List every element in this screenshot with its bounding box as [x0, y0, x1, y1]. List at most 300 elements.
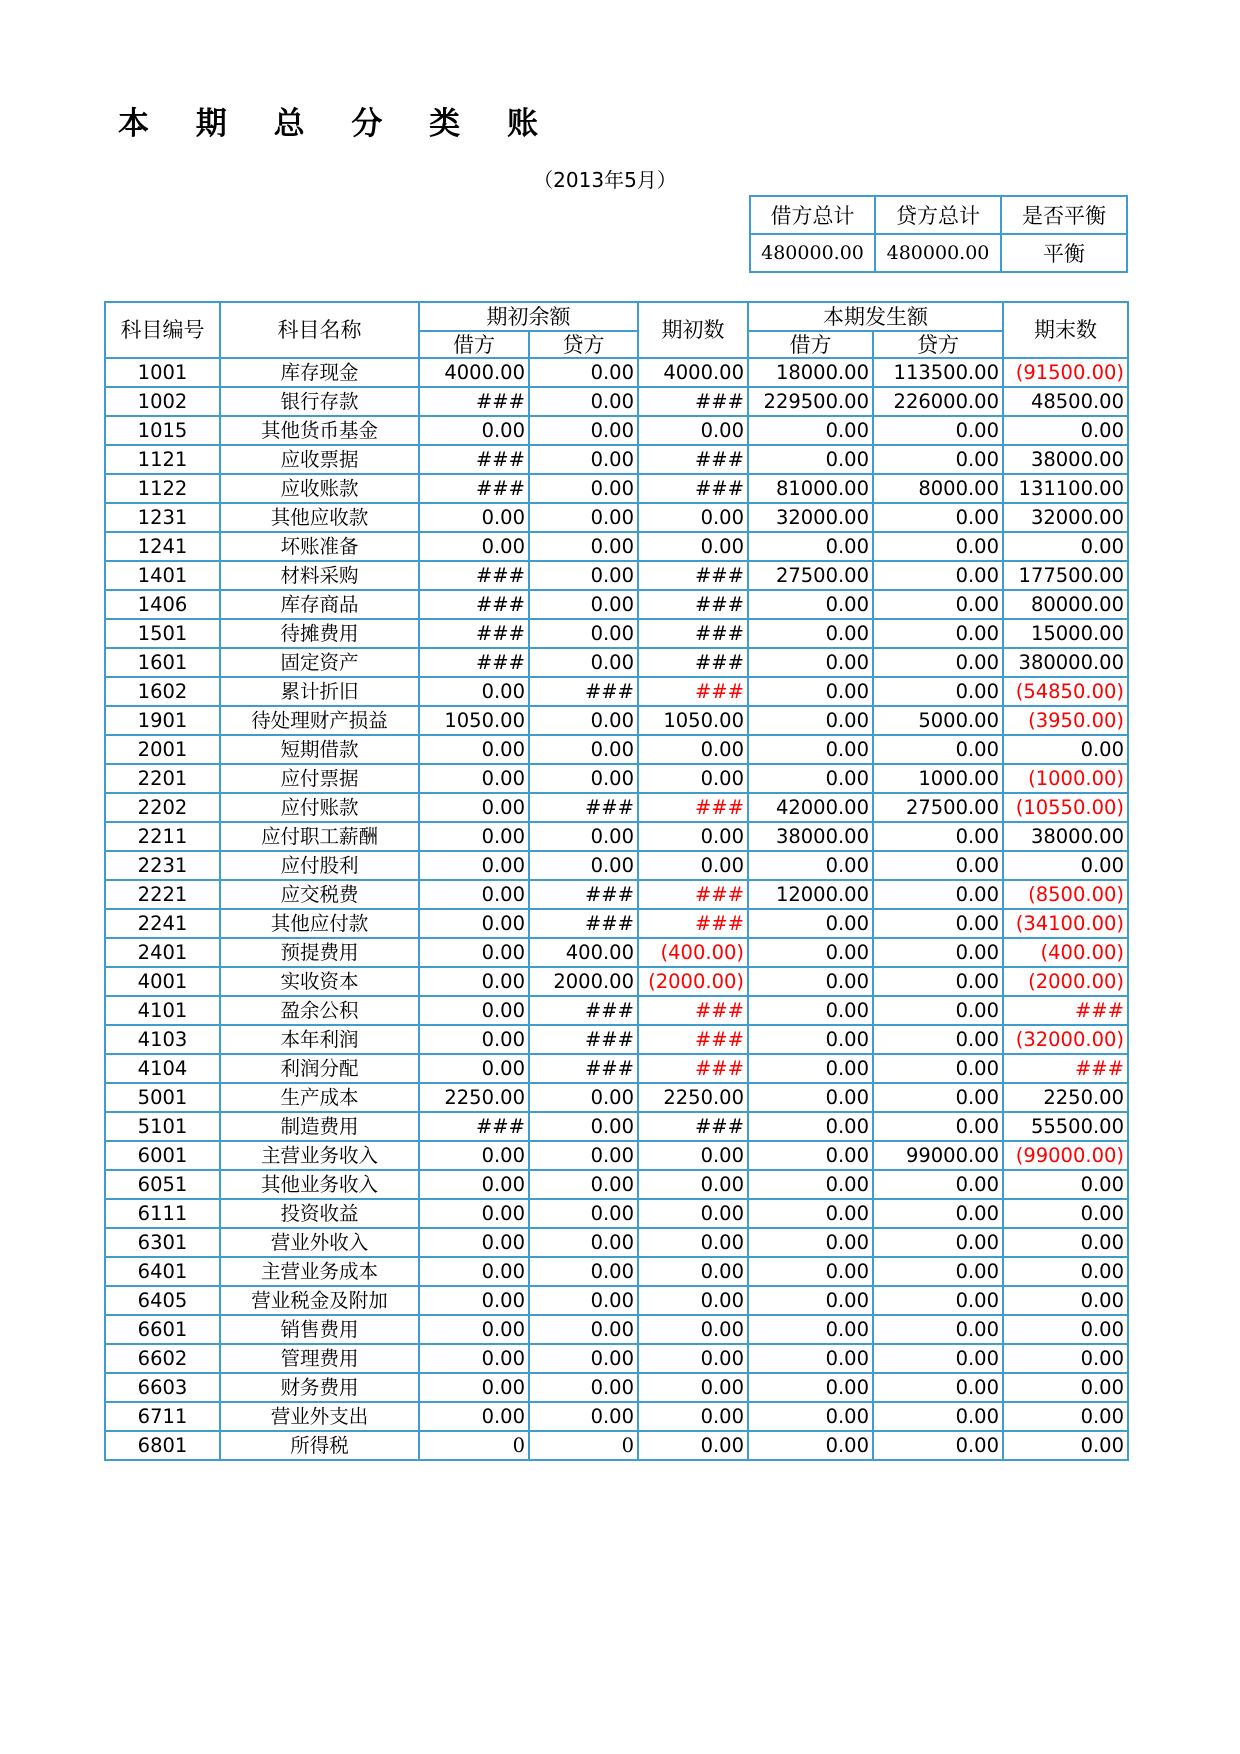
cell-opening-net[interactable]: ### [638, 445, 748, 474]
cell-opening-net[interactable]: ### [638, 677, 748, 706]
cell-ending-balance[interactable]: 38000.00 [1003, 822, 1128, 851]
cell-account-name[interactable]: 主营业务成本 [220, 1257, 419, 1286]
cell-ending-balance[interactable]: 55500.00 [1003, 1112, 1128, 1141]
cell-account-code[interactable]: 2221 [105, 880, 220, 909]
cell-opening-credit[interactable]: 0.00 [529, 735, 638, 764]
cell-ending-balance[interactable]: (34100.00) [1003, 909, 1128, 938]
cell-opening-credit[interactable]: 0.00 [529, 1083, 638, 1112]
cell-account-name[interactable]: 待处理财产损益 [220, 706, 419, 735]
cell-ending-balance[interactable]: ### [1003, 1054, 1128, 1083]
cell-current-debit[interactable]: 0.00 [748, 706, 873, 735]
cell-current-debit[interactable]: 0.00 [748, 445, 873, 474]
cell-ending-balance[interactable]: 15000.00 [1003, 619, 1128, 648]
cell-current-credit[interactable]: 0.00 [873, 1170, 1003, 1199]
cell-current-credit[interactable]: 0.00 [873, 1257, 1003, 1286]
cell-account-code[interactable]: 4104 [105, 1054, 220, 1083]
cell-ending-balance[interactable]: 0.00 [1003, 1228, 1128, 1257]
cell-account-code[interactable]: 1002 [105, 387, 220, 416]
cell-account-code[interactable]: 4103 [105, 1025, 220, 1054]
cell-current-debit[interactable]: 229500.00 [748, 387, 873, 416]
cell-opening-net[interactable]: ### [638, 561, 748, 590]
cell-opening-credit[interactable]: 400.00 [529, 938, 638, 967]
cell-opening-debit[interactable]: 0.00 [419, 851, 529, 880]
cell-opening-credit[interactable]: 0.00 [529, 851, 638, 880]
cell-opening-net[interactable]: 0.00 [638, 1315, 748, 1344]
cell-opening-debit[interactable]: 2250.00 [419, 1083, 529, 1112]
cell-current-debit[interactable]: 42000.00 [748, 793, 873, 822]
cell-ending-balance[interactable]: 0.00 [1003, 735, 1128, 764]
cell-current-debit[interactable]: 0.00 [748, 851, 873, 880]
total-credit-value[interactable]: 480000.00 [875, 234, 1001, 272]
cell-current-credit[interactable]: 0.00 [873, 1344, 1003, 1373]
cell-opening-credit[interactable]: 0 [529, 1431, 638, 1460]
cell-opening-net[interactable]: ### [638, 1112, 748, 1141]
cell-current-credit[interactable]: 113500.00 [873, 358, 1003, 387]
cell-opening-net[interactable]: 0.00 [638, 1431, 748, 1460]
cell-current-debit[interactable]: 0.00 [748, 532, 873, 561]
cell-opening-net[interactable]: 0.00 [638, 1170, 748, 1199]
cell-current-debit[interactable]: 12000.00 [748, 880, 873, 909]
cell-opening-credit[interactable]: 0.00 [529, 1112, 638, 1141]
cell-current-credit[interactable]: 0.00 [873, 1025, 1003, 1054]
cell-account-name[interactable]: 制造费用 [220, 1112, 419, 1141]
cell-opening-net[interactable]: ### [638, 880, 748, 909]
cell-current-credit[interactable]: 0.00 [873, 532, 1003, 561]
cell-opening-net[interactable]: 0.00 [638, 1257, 748, 1286]
cell-current-credit[interactable]: 0.00 [873, 967, 1003, 996]
cell-opening-debit[interactable]: 0.00 [419, 1373, 529, 1402]
cell-current-debit[interactable]: 0.00 [748, 996, 873, 1025]
cell-opening-net[interactable]: 0.00 [638, 416, 748, 445]
cell-account-code[interactable]: 1901 [105, 706, 220, 735]
cell-current-credit[interactable]: 0.00 [873, 445, 1003, 474]
cell-opening-credit[interactable]: 0.00 [529, 474, 638, 503]
cell-account-name[interactable]: 应付票据 [220, 764, 419, 793]
cell-opening-credit[interactable]: 0.00 [529, 503, 638, 532]
cell-opening-debit[interactable]: 0.00 [419, 1402, 529, 1431]
cell-account-code[interactable]: 6401 [105, 1257, 220, 1286]
cell-account-name[interactable]: 营业税金及附加 [220, 1286, 419, 1315]
cell-ending-balance[interactable]: (32000.00) [1003, 1025, 1128, 1054]
cell-current-debit[interactable]: 0.00 [748, 764, 873, 793]
cell-opening-debit[interactable]: 1050.00 [419, 706, 529, 735]
cell-account-name[interactable]: 应收票据 [220, 445, 419, 474]
cell-ending-balance[interactable]: 0.00 [1003, 1373, 1128, 1402]
cell-opening-debit[interactable]: 0.00 [419, 1054, 529, 1083]
cell-current-credit[interactable]: 0.00 [873, 1083, 1003, 1112]
cell-opening-credit[interactable]: 0.00 [529, 1228, 638, 1257]
cell-account-code[interactable]: 1601 [105, 648, 220, 677]
cell-current-debit[interactable]: 0.00 [748, 619, 873, 648]
cell-current-credit[interactable]: 0.00 [873, 1373, 1003, 1402]
cell-current-credit[interactable]: 0.00 [873, 1402, 1003, 1431]
cell-current-debit[interactable]: 0.00 [748, 416, 873, 445]
cell-ending-balance[interactable]: 0.00 [1003, 1170, 1128, 1199]
balanced-value[interactable]: 平衡 [1001, 234, 1127, 272]
cell-opening-credit[interactable]: ### [529, 909, 638, 938]
cell-opening-credit[interactable]: ### [529, 1025, 638, 1054]
cell-current-debit[interactable]: 0.00 [748, 1315, 873, 1344]
cell-current-credit[interactable]: 0.00 [873, 1228, 1003, 1257]
cell-ending-balance[interactable]: 0.00 [1003, 416, 1128, 445]
cell-opening-debit[interactable]: 0.00 [419, 735, 529, 764]
cell-account-code[interactable]: 1501 [105, 619, 220, 648]
cell-current-debit[interactable]: 0.00 [748, 735, 873, 764]
cell-account-name[interactable]: 固定资产 [220, 648, 419, 677]
cell-opening-debit[interactable]: 0.00 [419, 909, 529, 938]
cell-opening-debit[interactable]: 0.00 [419, 996, 529, 1025]
cell-account-name[interactable]: 应付股利 [220, 851, 419, 880]
cell-account-name[interactable]: 投资收益 [220, 1199, 419, 1228]
cell-current-debit[interactable]: 0.00 [748, 1431, 873, 1460]
cell-account-name[interactable]: 营业外支出 [220, 1402, 419, 1431]
cell-current-credit[interactable]: 0.00 [873, 648, 1003, 677]
cell-current-credit[interactable]: 99000.00 [873, 1141, 1003, 1170]
cell-account-name[interactable]: 所得税 [220, 1431, 419, 1460]
cell-opening-debit[interactable]: 0 [419, 1431, 529, 1460]
cell-account-code[interactable]: 2202 [105, 793, 220, 822]
cell-account-code[interactable]: 2231 [105, 851, 220, 880]
cell-account-name[interactable]: 销售费用 [220, 1315, 419, 1344]
cell-account-name[interactable]: 生产成本 [220, 1083, 419, 1112]
cell-opening-debit[interactable]: 0.00 [419, 1199, 529, 1228]
cell-opening-debit[interactable]: ### [419, 619, 529, 648]
cell-opening-debit[interactable]: 0.00 [419, 1228, 529, 1257]
cell-account-name[interactable]: 管理费用 [220, 1344, 419, 1373]
cell-opening-net[interactable]: ### [638, 590, 748, 619]
cell-current-debit[interactable]: 0.00 [748, 1344, 873, 1373]
cell-account-code[interactable]: 6051 [105, 1170, 220, 1199]
cell-account-code[interactable]: 6711 [105, 1402, 220, 1431]
cell-account-code[interactable]: 1001 [105, 358, 220, 387]
cell-current-debit[interactable]: 0.00 [748, 1199, 873, 1228]
cell-account-name[interactable]: 营业外收入 [220, 1228, 419, 1257]
cell-account-name[interactable]: 盈余公积 [220, 996, 419, 1025]
cell-account-name[interactable]: 待摊费用 [220, 619, 419, 648]
cell-opening-net[interactable]: 4000.00 [638, 358, 748, 387]
cell-opening-debit[interactable]: 0.00 [419, 764, 529, 793]
cell-account-code[interactable]: 6111 [105, 1199, 220, 1228]
cell-ending-balance[interactable]: 0.00 [1003, 1199, 1128, 1228]
cell-current-debit[interactable]: 0.00 [748, 1054, 873, 1083]
cell-opening-debit[interactable]: 0.00 [419, 938, 529, 967]
cell-account-code[interactable]: 1241 [105, 532, 220, 561]
cell-opening-net[interactable]: 0.00 [638, 764, 748, 793]
cell-ending-balance[interactable]: 38000.00 [1003, 445, 1128, 474]
cell-opening-net[interactable]: 0.00 [638, 735, 748, 764]
cell-opening-debit[interactable]: 0.00 [419, 532, 529, 561]
cell-opening-net[interactable]: 0.00 [638, 822, 748, 851]
cell-current-debit[interactable]: 0.00 [748, 1112, 873, 1141]
cell-current-credit[interactable]: 0.00 [873, 1112, 1003, 1141]
cell-account-code[interactable]: 6405 [105, 1286, 220, 1315]
cell-account-code[interactable]: 5001 [105, 1083, 220, 1112]
cell-opening-net[interactable]: 2250.00 [638, 1083, 748, 1112]
cell-current-debit[interactable]: 0.00 [748, 938, 873, 967]
cell-current-debit[interactable]: 0.00 [748, 1170, 873, 1199]
cell-opening-credit[interactable]: 0.00 [529, 590, 638, 619]
cell-ending-balance[interactable]: 177500.00 [1003, 561, 1128, 590]
cell-opening-net[interactable]: 0.00 [638, 503, 748, 532]
cell-opening-credit[interactable]: 0.00 [529, 619, 638, 648]
cell-ending-balance[interactable]: ### [1003, 996, 1128, 1025]
cell-current-debit[interactable]: 0.00 [748, 1228, 873, 1257]
cell-account-name[interactable]: 材料采购 [220, 561, 419, 590]
cell-opening-credit[interactable]: 0.00 [529, 532, 638, 561]
cell-current-debit[interactable]: 81000.00 [748, 474, 873, 503]
cell-opening-credit[interactable]: 0.00 [529, 358, 638, 387]
cell-account-code[interactable]: 2241 [105, 909, 220, 938]
cell-opening-credit[interactable]: 0.00 [529, 1344, 638, 1373]
cell-current-credit[interactable]: 8000.00 [873, 474, 1003, 503]
cell-account-code[interactable]: 2211 [105, 822, 220, 851]
cell-ending-balance[interactable]: 0.00 [1003, 851, 1128, 880]
cell-account-code[interactable]: 4001 [105, 967, 220, 996]
cell-opening-credit[interactable]: 0.00 [529, 416, 638, 445]
cell-account-code[interactable]: 5101 [105, 1112, 220, 1141]
cell-opening-net[interactable]: 0.00 [638, 1141, 748, 1170]
cell-opening-debit[interactable]: 0.00 [419, 1170, 529, 1199]
cell-opening-net[interactable]: 0.00 [638, 532, 748, 561]
cell-current-debit[interactable]: 0.00 [748, 1286, 873, 1315]
cell-opening-debit[interactable]: 0.00 [419, 503, 529, 532]
cell-opening-credit[interactable]: 0.00 [529, 1170, 638, 1199]
cell-opening-net[interactable]: 0.00 [638, 851, 748, 880]
cell-opening-credit[interactable]: 0.00 [529, 822, 638, 851]
cell-opening-net[interactable]: ### [638, 474, 748, 503]
cell-account-name[interactable]: 其他业务收入 [220, 1170, 419, 1199]
cell-current-credit[interactable]: 0.00 [873, 822, 1003, 851]
cell-account-code[interactable]: 1602 [105, 677, 220, 706]
cell-account-name[interactable]: 银行存款 [220, 387, 419, 416]
cell-opening-debit[interactable]: 4000.00 [419, 358, 529, 387]
cell-opening-debit[interactable]: 0.00 [419, 793, 529, 822]
cell-current-credit[interactable]: 0.00 [873, 851, 1003, 880]
cell-account-name[interactable]: 应付职工薪酬 [220, 822, 419, 851]
cell-account-name[interactable]: 预提费用 [220, 938, 419, 967]
cell-opening-debit[interactable]: ### [419, 561, 529, 590]
cell-opening-credit[interactable]: 0.00 [529, 1141, 638, 1170]
cell-current-debit[interactable]: 38000.00 [748, 822, 873, 851]
cell-account-code[interactable]: 6602 [105, 1344, 220, 1373]
cell-opening-net[interactable]: ### [638, 909, 748, 938]
cell-ending-balance[interactable]: 0.00 [1003, 1344, 1128, 1373]
cell-account-name[interactable]: 其他应付款 [220, 909, 419, 938]
cell-current-debit[interactable]: 0.00 [748, 1402, 873, 1431]
cell-current-credit[interactable]: 0.00 [873, 1315, 1003, 1344]
cell-opening-net[interactable]: 1050.00 [638, 706, 748, 735]
cell-opening-net[interactable]: ### [638, 387, 748, 416]
cell-current-credit[interactable]: 0.00 [873, 677, 1003, 706]
cell-account-code[interactable]: 1231 [105, 503, 220, 532]
cell-ending-balance[interactable]: 0.00 [1003, 1286, 1128, 1315]
cell-opening-debit[interactable]: 0.00 [419, 1344, 529, 1373]
cell-opening-net[interactable]: ### [638, 793, 748, 822]
cell-current-credit[interactable]: 0.00 [873, 880, 1003, 909]
cell-ending-balance[interactable]: (1000.00) [1003, 764, 1128, 793]
cell-current-credit[interactable]: 1000.00 [873, 764, 1003, 793]
cell-account-name[interactable]: 其他应收款 [220, 503, 419, 532]
cell-current-debit[interactable]: 0.00 [748, 648, 873, 677]
cell-current-debit[interactable]: 0.00 [748, 1141, 873, 1170]
total-debit-value[interactable]: 480000.00 [750, 234, 875, 272]
cell-account-code[interactable]: 6001 [105, 1141, 220, 1170]
cell-account-name[interactable]: 库存商品 [220, 590, 419, 619]
cell-opening-net[interactable]: 0.00 [638, 1228, 748, 1257]
cell-opening-credit[interactable]: 0.00 [529, 1315, 638, 1344]
cell-current-credit[interactable]: 0.00 [873, 416, 1003, 445]
cell-current-debit[interactable]: 27500.00 [748, 561, 873, 590]
cell-opening-credit[interactable]: 0.00 [529, 1402, 638, 1431]
cell-opening-credit[interactable]: 0.00 [529, 1257, 638, 1286]
cell-ending-balance[interactable]: 0.00 [1003, 1402, 1128, 1431]
cell-ending-balance[interactable]: 0.00 [1003, 532, 1128, 561]
cell-current-credit[interactable]: 0.00 [873, 909, 1003, 938]
cell-opening-credit[interactable]: ### [529, 793, 638, 822]
cell-opening-debit[interactable]: 0.00 [419, 416, 529, 445]
cell-opening-debit[interactable]: ### [419, 590, 529, 619]
cell-current-debit[interactable]: 0.00 [748, 1257, 873, 1286]
cell-current-debit[interactable]: 0.00 [748, 1373, 873, 1402]
cell-ending-balance[interactable]: (91500.00) [1003, 358, 1128, 387]
cell-opening-net[interactable]: 0.00 [638, 1344, 748, 1373]
cell-account-code[interactable]: 1015 [105, 416, 220, 445]
cell-opening-credit[interactable]: 0.00 [529, 561, 638, 590]
cell-opening-debit[interactable]: 0.00 [419, 677, 529, 706]
cell-account-name[interactable]: 本年利润 [220, 1025, 419, 1054]
cell-opening-net[interactable]: ### [638, 1054, 748, 1083]
cell-current-debit[interactable]: 0.00 [748, 677, 873, 706]
cell-ending-balance[interactable]: 0.00 [1003, 1315, 1128, 1344]
cell-account-name[interactable]: 应收账款 [220, 474, 419, 503]
cell-opening-debit[interactable]: 0.00 [419, 1141, 529, 1170]
cell-ending-balance[interactable]: (54850.00) [1003, 677, 1128, 706]
cell-opening-net[interactable]: (2000.00) [638, 967, 748, 996]
cell-opening-debit[interactable]: ### [419, 387, 529, 416]
cell-opening-net[interactable]: ### [638, 996, 748, 1025]
cell-ending-balance[interactable]: 131100.00 [1003, 474, 1128, 503]
cell-current-credit[interactable]: 27500.00 [873, 793, 1003, 822]
cell-opening-debit[interactable]: 0.00 [419, 1257, 529, 1286]
cell-account-name[interactable]: 短期借款 [220, 735, 419, 764]
cell-current-debit[interactable]: 32000.00 [748, 503, 873, 532]
cell-account-name[interactable]: 坏账准备 [220, 532, 419, 561]
cell-current-credit[interactable]: 0.00 [873, 735, 1003, 764]
cell-account-name[interactable]: 应付账款 [220, 793, 419, 822]
cell-current-credit[interactable]: 0.00 [873, 1286, 1003, 1315]
cell-current-credit[interactable]: 0.00 [873, 1054, 1003, 1083]
cell-account-code[interactable]: 6603 [105, 1373, 220, 1402]
cell-current-credit[interactable]: 0.00 [873, 503, 1003, 532]
cell-opening-credit[interactable]: 0.00 [529, 1199, 638, 1228]
cell-ending-balance[interactable]: (99000.00) [1003, 1141, 1128, 1170]
cell-account-code[interactable]: 4101 [105, 996, 220, 1025]
cell-account-name[interactable]: 主营业务收入 [220, 1141, 419, 1170]
cell-current-debit[interactable]: 0.00 [748, 590, 873, 619]
cell-ending-balance[interactable]: (3950.00) [1003, 706, 1128, 735]
cell-opening-debit[interactable]: 0.00 [419, 1025, 529, 1054]
cell-account-name[interactable]: 其他货币基金 [220, 416, 419, 445]
cell-opening-net[interactable]: 0.00 [638, 1286, 748, 1315]
cell-opening-debit[interactable]: 0.00 [419, 967, 529, 996]
cell-opening-credit[interactable]: 0.00 [529, 1286, 638, 1315]
cell-account-code[interactable]: 1401 [105, 561, 220, 590]
cell-ending-balance[interactable]: 80000.00 [1003, 590, 1128, 619]
cell-current-credit[interactable]: 0.00 [873, 938, 1003, 967]
cell-opening-credit[interactable]: 0.00 [529, 764, 638, 793]
cell-current-debit[interactable]: 18000.00 [748, 358, 873, 387]
cell-current-credit[interactable]: 0.00 [873, 561, 1003, 590]
cell-ending-balance[interactable]: (10550.00) [1003, 793, 1128, 822]
cell-ending-balance[interactable]: 2250.00 [1003, 1083, 1128, 1112]
cell-account-code[interactable]: 1121 [105, 445, 220, 474]
cell-account-code[interactable]: 2401 [105, 938, 220, 967]
cell-opening-net[interactable]: ### [638, 648, 748, 677]
cell-current-credit[interactable]: 0.00 [873, 1199, 1003, 1228]
cell-account-name[interactable]: 利润分配 [220, 1054, 419, 1083]
cell-current-credit[interactable]: 0.00 [873, 1431, 1003, 1460]
cell-opening-debit[interactable]: ### [419, 648, 529, 677]
cell-ending-balance[interactable]: 48500.00 [1003, 387, 1128, 416]
cell-opening-debit[interactable]: ### [419, 445, 529, 474]
cell-opening-debit[interactable]: 0.00 [419, 1315, 529, 1344]
cell-opening-net[interactable]: 0.00 [638, 1199, 748, 1228]
cell-account-code[interactable]: 6601 [105, 1315, 220, 1344]
cell-current-debit[interactable]: 0.00 [748, 1083, 873, 1112]
cell-current-credit[interactable]: 226000.00 [873, 387, 1003, 416]
cell-current-debit[interactable]: 0.00 [748, 967, 873, 996]
cell-current-credit[interactable]: 0.00 [873, 996, 1003, 1025]
cell-account-code[interactable]: 2201 [105, 764, 220, 793]
cell-ending-balance[interactable]: 32000.00 [1003, 503, 1128, 532]
cell-account-code[interactable]: 2001 [105, 735, 220, 764]
cell-opening-credit[interactable]: 0.00 [529, 1373, 638, 1402]
cell-ending-balance[interactable]: (2000.00) [1003, 967, 1128, 996]
cell-opening-credit[interactable]: ### [529, 1054, 638, 1083]
cell-ending-balance[interactable]: 380000.00 [1003, 648, 1128, 677]
cell-opening-credit[interactable]: 0.00 [529, 445, 638, 474]
cell-account-name[interactable]: 库存现金 [220, 358, 419, 387]
cell-account-code[interactable]: 1406 [105, 590, 220, 619]
cell-current-credit[interactable]: 5000.00 [873, 706, 1003, 735]
cell-account-name[interactable]: 应交税费 [220, 880, 419, 909]
cell-current-credit[interactable]: 0.00 [873, 619, 1003, 648]
cell-ending-balance[interactable]: 0.00 [1003, 1257, 1128, 1286]
cell-ending-balance[interactable]: 0.00 [1003, 1431, 1128, 1460]
cell-account-code[interactable]: 6301 [105, 1228, 220, 1257]
cell-opening-debit[interactable]: 0.00 [419, 880, 529, 909]
cell-account-code[interactable]: 1122 [105, 474, 220, 503]
cell-account-name[interactable]: 实收资本 [220, 967, 419, 996]
cell-account-name[interactable]: 累计折旧 [220, 677, 419, 706]
cell-opening-credit[interactable]: ### [529, 996, 638, 1025]
cell-opening-net[interactable]: (400.00) [638, 938, 748, 967]
cell-opening-debit[interactable]: ### [419, 1112, 529, 1141]
cell-opening-credit[interactable]: ### [529, 677, 638, 706]
cell-opening-credit[interactable]: 0.00 [529, 648, 638, 677]
cell-opening-credit[interactable]: 0.00 [529, 387, 638, 416]
cell-current-debit[interactable]: 0.00 [748, 909, 873, 938]
cell-account-name[interactable]: 财务费用 [220, 1373, 419, 1402]
cell-opening-credit[interactable]: ### [529, 880, 638, 909]
cell-opening-net[interactable]: 0.00 [638, 1402, 748, 1431]
cell-opening-credit[interactable]: 2000.00 [529, 967, 638, 996]
cell-opening-net[interactable]: ### [638, 619, 748, 648]
cell-ending-balance[interactable]: (400.00) [1003, 938, 1128, 967]
cell-opening-net[interactable]: ### [638, 1025, 748, 1054]
cell-opening-net[interactable]: 0.00 [638, 1373, 748, 1402]
cell-opening-debit[interactable]: ### [419, 474, 529, 503]
